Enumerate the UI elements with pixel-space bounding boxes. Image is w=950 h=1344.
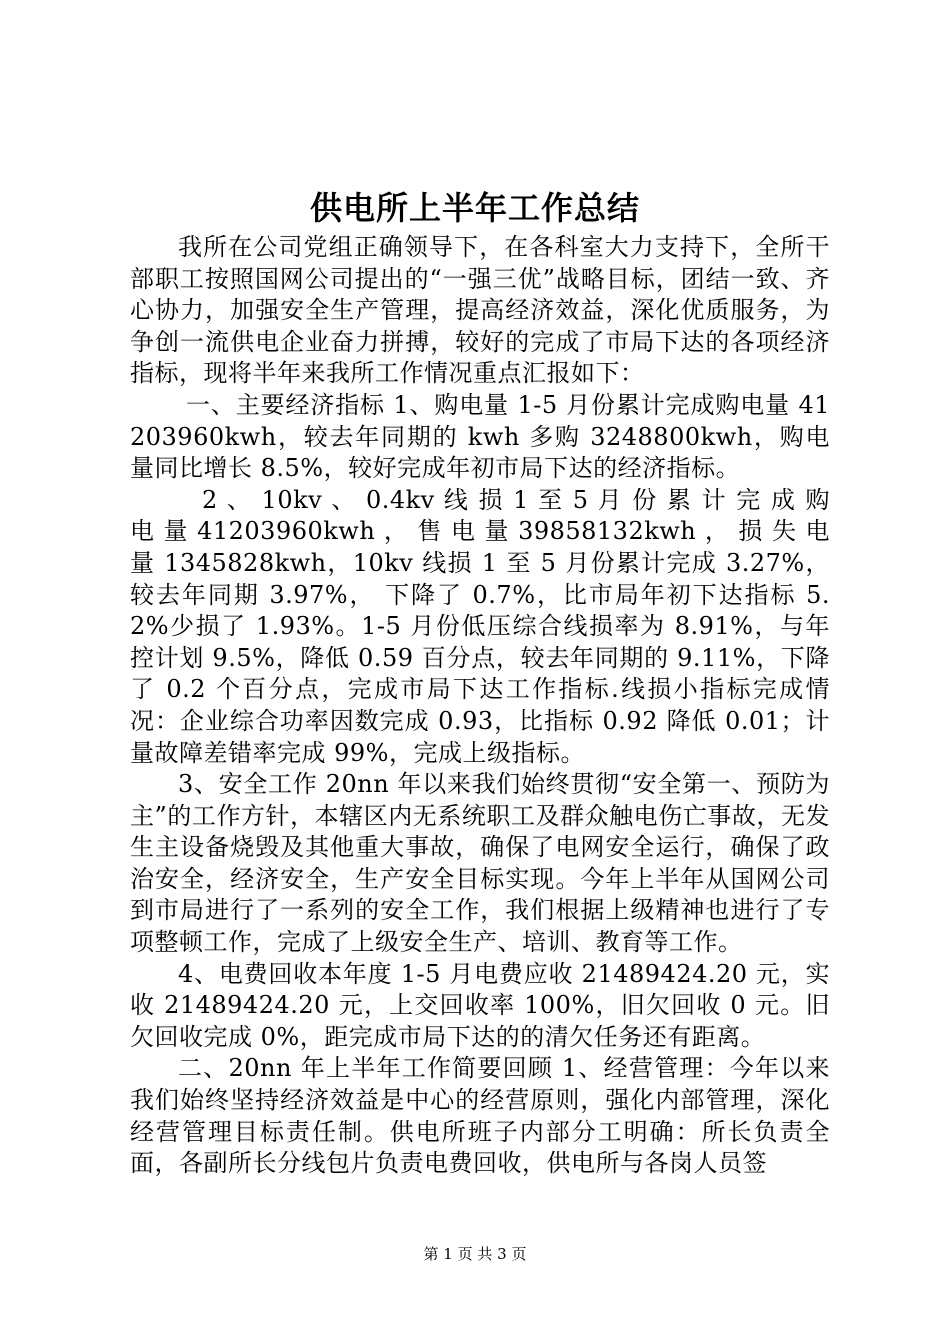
paragraph-intro: 我所在公司党组正确领导下，在各科室大力支持下，全所干部职工按照国网公司提出的“一强三优”战略目标，团结一致、齐心协力，加强安全生产管理，提高经济效益，深化优质服务，为争创一流供电企业奋力拼搏，较好的完成了市局下达的各项经济指标，现将半年来我所工作情况重点汇报如下： (130, 233, 830, 388)
paragraph-line-loss: 2 、 10kv 、 0.4kv 线 损 1 至 5 月 份 累 计 完 成 购 电 量 41203960kwh ， 售 电 量 39858132kwh ， 损 失 电 量 1345828kwh，10kv 线损 1 至 5 月份累计完成 3.27%，较去年同期 3.97%， 下降了 0.7%，比市局年初下达指标 5.2%少损了 1.93%。1-5 月份低压综合线损率为 8.91%，与年控计划 9.5%，降低 0.59 百分点，较去年同期的 9.11%，下降了 0.2 个百分点，完成市局下达工作指标.线损小指标完成情况：企业综合功率因数完成 0.93，比指标 0.92 降低 0.01；计量故障差错率完成 99%，完成上级指标。 (130, 485, 830, 767)
document-body (130, 232, 830, 1180)
paragraph-fee-collection: 4、电费回收本年度 1-5 月电费应收 21489424.20 元，实收 21489424.20 元，上交回收率 100%，旧欠回收 0 元。旧欠回收完成 0%，距完成市局下达的的清欠任务还有距离。 (130, 959, 830, 1051)
document-title: 供电所上半年工作总结 (309, 189, 640, 227)
page-number-footer: 第 1 页 共 3 页 (423, 1245, 527, 1263)
paragraph-safety: 3、安全工作 20nn 年以来我们始终贯彻“安全第一、预防为主”的工作方针，本辖区内无系统职工及群众触电伤亡事故，无发生主设备烧毁及其他重大事故，确保了电网安全运行，确保了政治安全，经济安全，生产安全目标实现。今年上半年从国网公司到市局进行了一系列的安全工作，我们根据上级精神也进行了专项整顿工作，完成了上级安全生产、培训、教育等工作。 (130, 770, 830, 957)
paragraph-review: 二、20nn 年上半年工作简要回顾 1、经营管理：今年以来我们始终坚持经济效益是中心的经营原则，强化内部管理，深化经营管理目标责任制。供电所班子内部分工明确：所长负责全面，各副所长分线包片负责电费回收，供电所与各岗人员签 (130, 1054, 830, 1178)
paragraph-economic-indicators: 一、主要经济指标 1、购电量 1-5 月份累计完成购电量 41203960kwh，较去年同期的 kwh 多购 3248800kwh，购电量同比增长 8.5%，较好完成年初市局下达的经济指标。 (130, 390, 830, 483)
